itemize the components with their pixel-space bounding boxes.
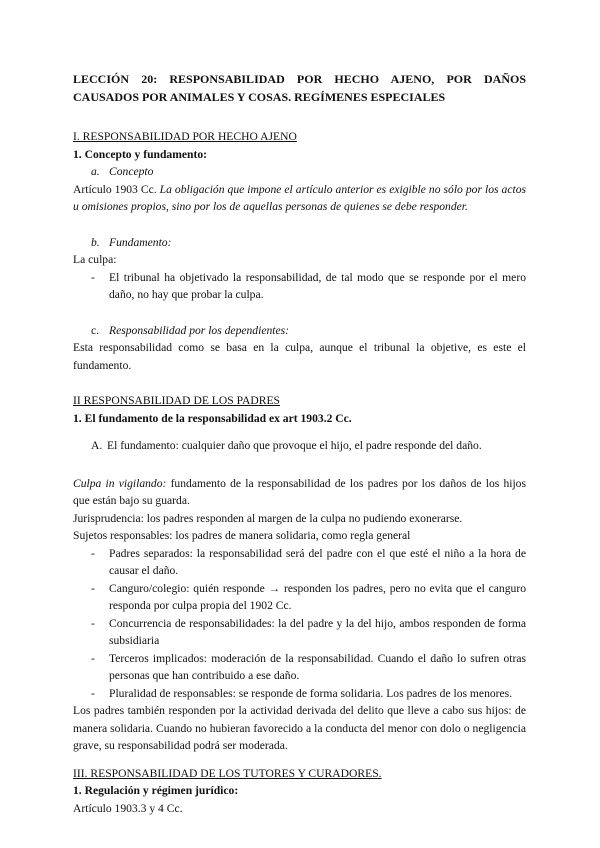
item-A [73, 437, 526, 455]
item-b-label: Fundamento: [109, 235, 172, 249]
list-item: - El tribunal ha objetivado la responsabilidad, de tal modo que se responde por el mero daño, no hay que probar la culpa. [91, 270, 526, 301]
item-b [73, 234, 526, 252]
section-1-subheading: 1. Concepto y fundamento: [73, 147, 207, 161]
list-item: - Padres separados: la responsabilidad será del padre con el que esté el niño a la hora de causar el daño. [91, 546, 526, 577]
section-3-subheading: 1. Regulación y régimen jurídico: [73, 784, 239, 797]
item-b-list [73, 269, 526, 304]
list-item: - Concurrencia de responsabilidades: la del padre y la del hijo, ambos responden de forma subsidiaria [91, 616, 526, 647]
section-1-heading: I. RESPONSABILIDAD POR HECHO AJENO [73, 130, 297, 143]
list-item: - Canguro/colegio: quién responde → responden los padres, pero no evita que el canguro responda por culpa propia del 1902 Cc. [91, 581, 526, 612]
item-a-text-plain: Artículo 1903 Cc. [73, 182, 160, 196]
item-b-intro: La culpa: [73, 253, 117, 266]
sujetos-text: Sujetos responsables: los padres de manera solidaria, como regla general [73, 529, 411, 542]
culpa-label: Culpa in vigilando: [73, 476, 167, 490]
item-b-marker: b. [91, 235, 100, 249]
item-a [73, 163, 526, 181]
item-a-text [73, 181, 526, 216]
culpa-text: fundamento de la responsabilidad de los padres por los daños de los hijos que están bajo su guarda. [73, 476, 526, 507]
list-item: - Pluralidad de responsables: se responde de forma solidaria. Los padres de los menores. [91, 686, 513, 700]
section-3-heading: III. RESPONSABILIDAD DE LOS TUTORES Y CURADORES. [73, 766, 382, 780]
item-c-text: Esta responsabilidad como se basa en la culpa, aunque el tribunal la objetive, es este el fundamento. [73, 341, 526, 372]
lesson-title: LECCIÓN 20: RESPONSABILIDAD POR HECHO AJENO, POR DAÑOS CAUSADOS POR ANIMALES Y COSAS. REGÍMENES ESPECIALES [73, 72, 526, 104]
item-c-label: Responsabilidad por los dependientes: [109, 323, 290, 337]
item-a-text-quote: La obligación que impone el artículo anterior es exigible no sólo por los actos u omisiones propios, sino por los de aquellas personas de quienes se debe responder. [73, 182, 527, 213]
section-2-heading: II RESPONSABILIDAD DE LOS PADRES [73, 394, 280, 407]
sujetos-list [73, 545, 526, 703]
item-a-marker: a. [91, 165, 100, 178]
item-c [73, 322, 526, 340]
section-3-text: Artículo 1903.3 y 4 Cc. [73, 801, 183, 815]
document-page [73, 70, 526, 817]
item-A-marker: A. [91, 439, 103, 452]
section-2-subheading: 1. El fundamento de la responsabilidad ex art 1903.2 Cc. [73, 411, 352, 425]
jurisprudencia-text: Jurisprudencia: los padres responden al margen de la culpa no pudiendo exonerarse. [73, 511, 463, 525]
item-c-marker: c. [91, 323, 100, 337]
item-a-label: Concepto [109, 165, 154, 178]
section-2-closing: Los padres también responden por la actividad derivada del delito que lleve a cabo sus hijos: de manera solidaria. Cuando no hubieran favorecido a la conducta del menor con dolo o negligencia grave, su responsabilidad podrá ser moderada. [73, 704, 526, 752]
list-item: - Terceros implicados: moderación de la responsabilidad. Cuando el daño lo sufren otras personas que han contribuido a ese daño. [91, 651, 526, 682]
culpa-in-vigilando [73, 475, 526, 510]
item-A-text: El fundamento: cualquier daño que provoque el hijo, el padre responde del daño. [107, 439, 482, 452]
